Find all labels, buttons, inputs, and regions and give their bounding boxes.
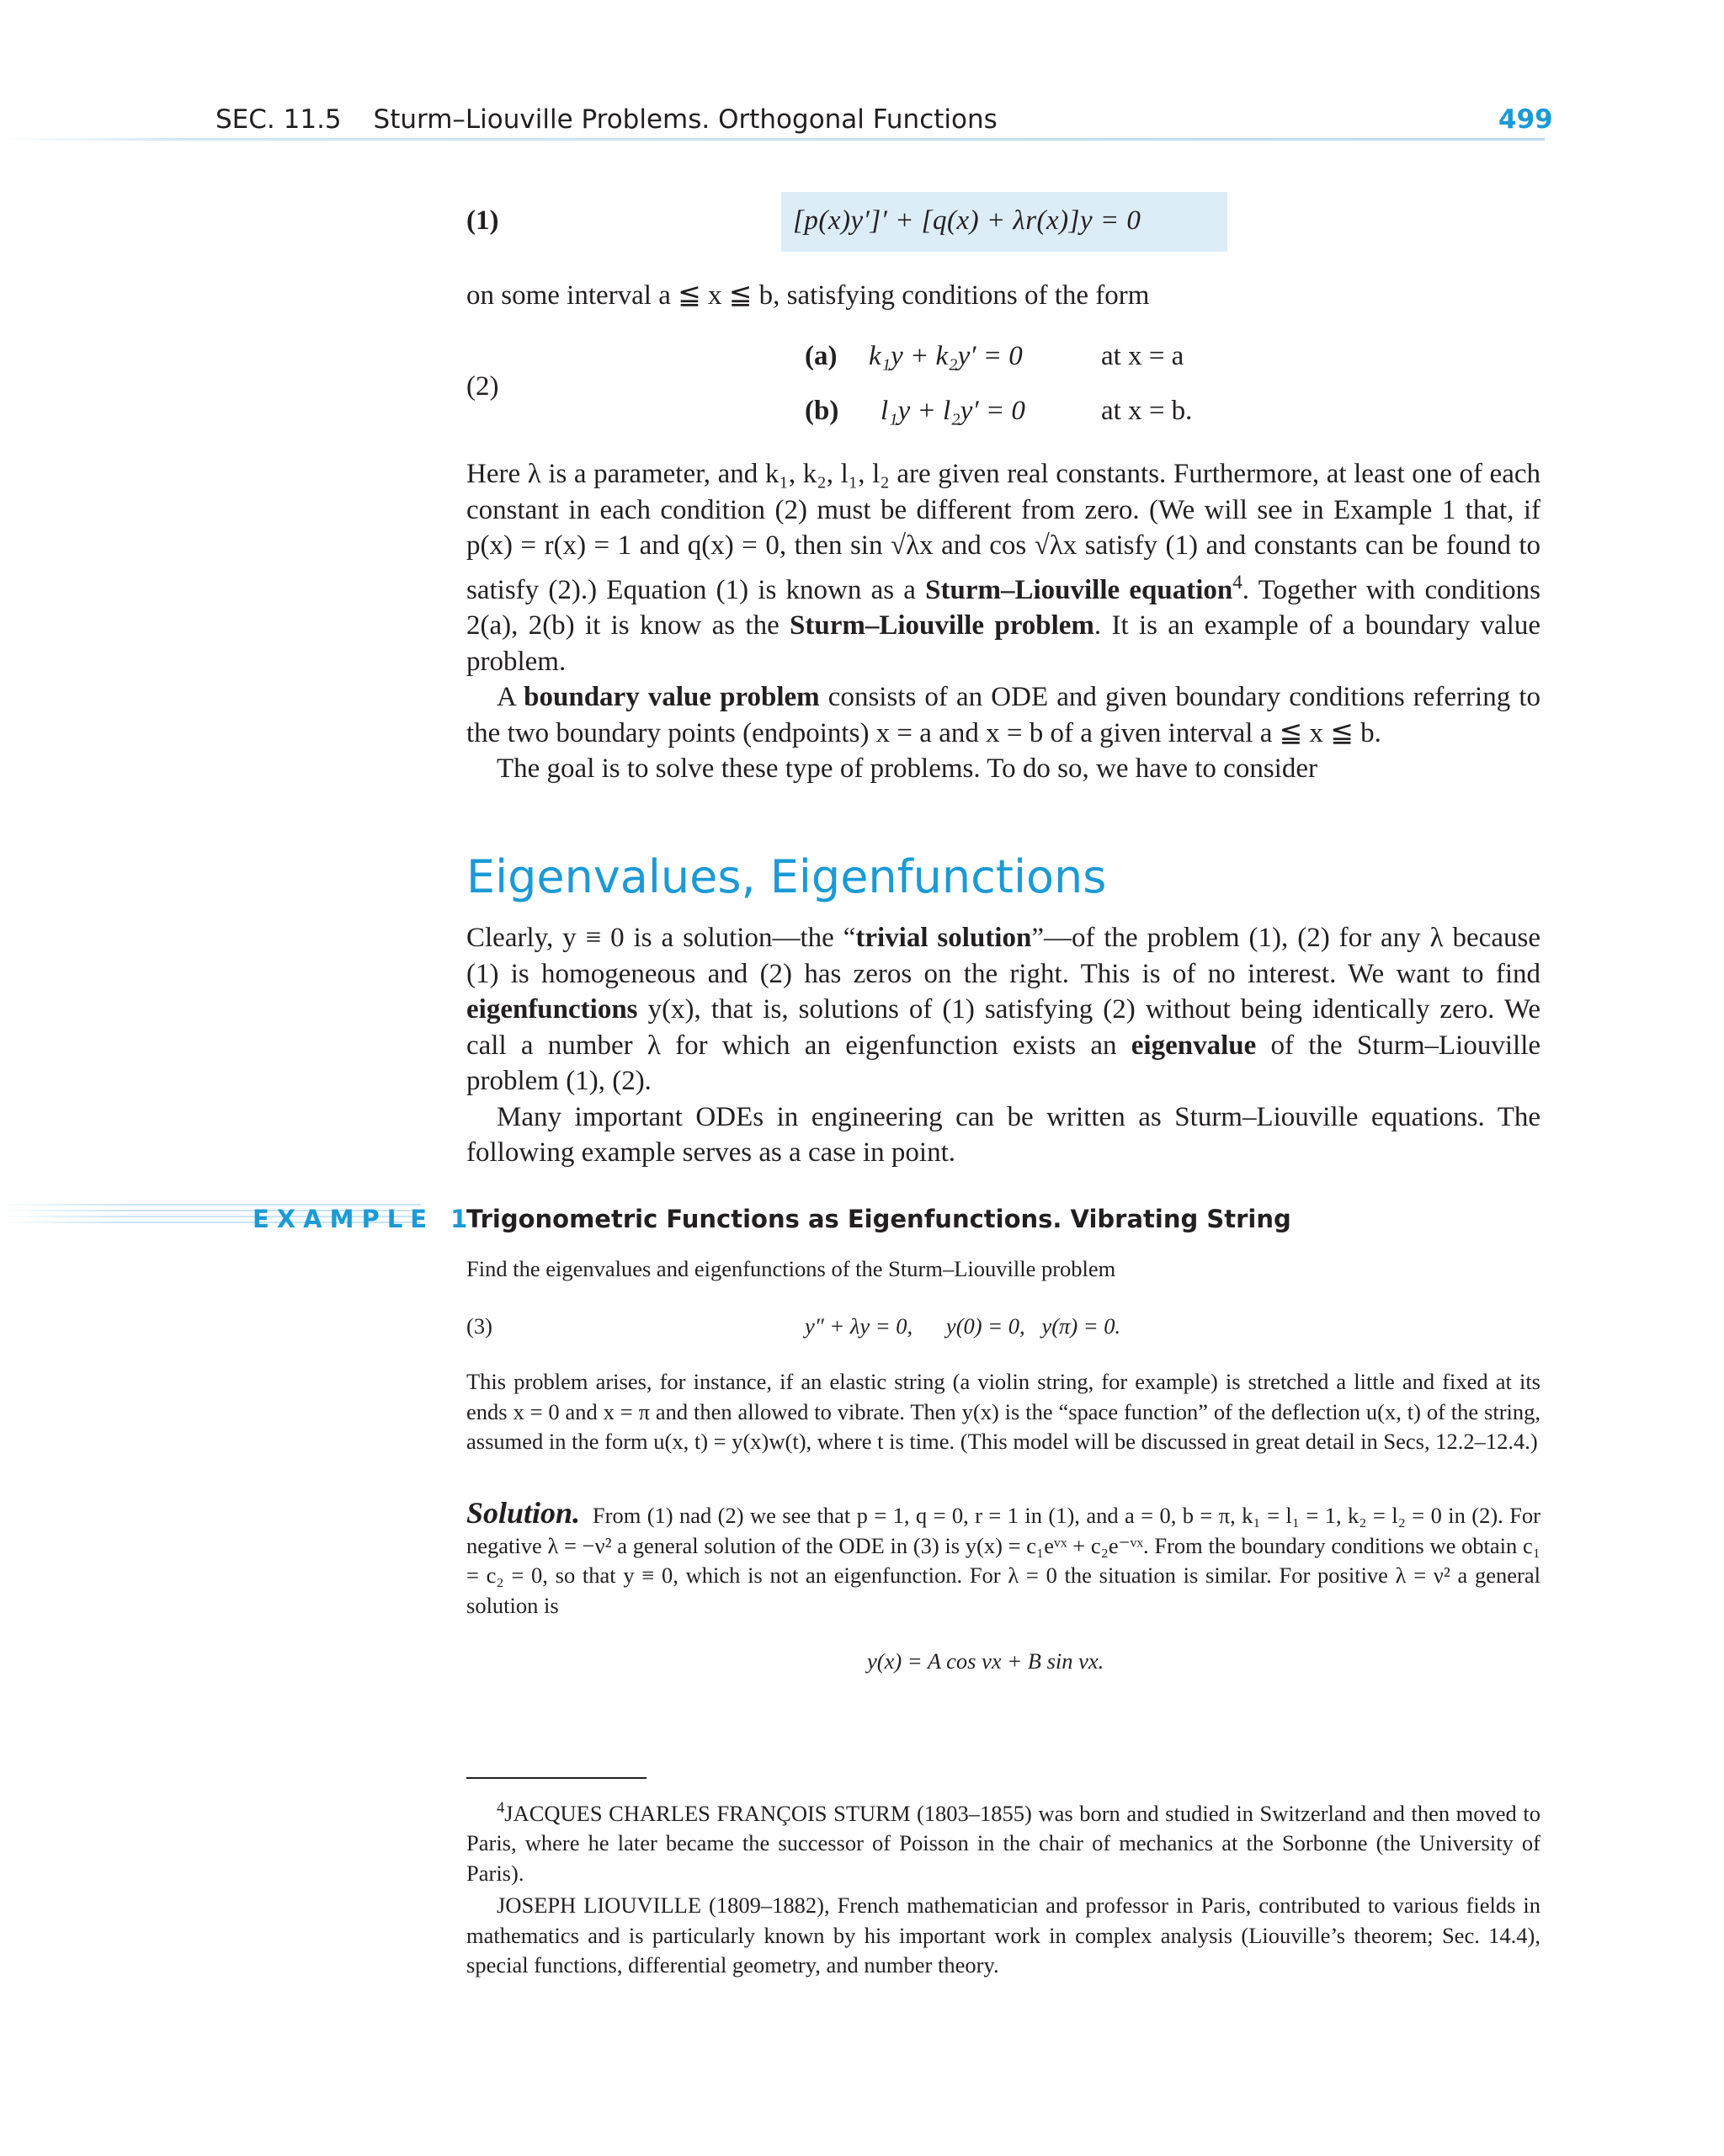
header-rule [0, 138, 1545, 141]
paragraph-odes: Many important ODEs in engineering can be written as Sturm–Liouville equations. The following example serves as a case in point. [466, 1101, 1540, 1168]
footnote-mark: 4 [497, 1799, 505, 1817]
equation-2a: k₁y + k₂y′ = 0 [869, 341, 1023, 371]
paragraph-goal: The goal is to solve these type of problems. To do so, we have to consider [497, 753, 1317, 784]
paragraph-sturm-liouville: Here λ is a parameter, and k₁, k₂, l₁, l₂ are given real constants. Furthermore, at least one of each constant in each condition (2) must be different from zero. (We will see in Example 1 that, if p(x) = r(x) = 1 and q(x) = 0, then sin √λx and cos √λx satisfy (1) and constants can be found to satisfy (2).) Equation (1) is known as a Sturm–Liouville equation$^4$. Together with conditions 2(a), 2(b) it is know as the Sturm–Liouville problem. It is an example of a boundary value problem. [466, 459, 1541, 677]
example-label: EXAMPLE 1 [253, 1205, 476, 1233]
section-heading: Eigenvalues, Eigenfunctions [466, 850, 1107, 903]
equation-3-number: (3) [466, 1313, 492, 1339]
term-sturm-liouville-equation: Sturm–Liouville equation [925, 574, 1233, 605]
paragraph-eigenvalues: Clearly, y ≡ 0 is a solution—the “trivial solution”—of the problem (1), (2) for any λ because (1) is homogeneous and (2) has zeros on the right. This is of no interest. We want to find eigenfunctions y(x), that is, solutions of (1) satisfying (2) without being identically zero. We call a number λ for which an eigenfunction exists an eigenvalue of the Sturm–Liouville problem (1), (2). [466, 923, 1541, 1096]
term-eigenfunctions: eigenfunctions [466, 994, 638, 1025]
solution-text: From (1) nad (2) we see that p = 1, q = 0, r = 1 in (1), and a = 0, b = π, k₁ = l₁ = 1, k₂ = l₂ = 0 in (2). For negative λ = −ν² a general solution of the ODE in (3) is y(x) = c₁eᵛˣ + c₂e⁻ᵛˣ. From the boundary conditions we obtain c₁ = c₂ = 0, so that y ≡ 0, which is not an eigenfunction. For λ = 0 the situation is similar. For positive λ = ν² a general solution is [466, 1503, 1541, 1618]
equation-2-number: (2) [466, 371, 499, 402]
equation-2b: l₁y + l₂y′ = 0 [881, 396, 1025, 426]
equation-2a-label: (a) [805, 341, 838, 371]
equation-1: [p(x)y′]′ + [q(x) + λr(x)]y = 0 [793, 205, 1141, 236]
example-paragraph: This problem arises, for instance, if an elastic string (a violin string, for example) is stretched a little and fixed at its ends x = 0 and x = π and then allowed to vibrate. Then y(x) is the “space function” of the deflection u(x, t) of the string, assumed in the form u(x, t) = y(x)w(t), where t is time. (This model will be discussed in great detail in Secs, 12.2–12.4.) [466, 1369, 1540, 1454]
paragraph-boundary-value-problem: A boundary value problem consists of an ODE and given boundary conditions referring to the two boundary points (endpoints) x = a and x = b of a given interval a ≦ x ≦ b. [466, 682, 1541, 748]
term-trivial-solution: trivial solution [855, 923, 1032, 953]
footnote-sturm: $^4$JACQUES CHARLES FRANÇOIS STURM (1803–1855) was born and studied in Switzerland and then moved to Paris, where he later became the successor of Poisson in the chair of mechanics at the Sorbonne (the University of Paris). [466, 1799, 1540, 1886]
equation-2a-condition: at x = a [1101, 341, 1184, 371]
footnote-liouville: JOSEPH LIOUVILLE (1809–1882), French mathematician and professor in Paris, contributed to various fields in mathematics and is particularly known by his important work in complex analysis (Liouville’s theorem; Sec. 14.4), special functions, differential geometry, and number theory. [466, 1892, 1540, 1978]
example-intro: Find the eigenvalues and eigenfunctions of the Sturm–Liouville problem [466, 1256, 1116, 1281]
running-title: Sturm–Liouville Problems. Orthogonal Functions [373, 104, 998, 135]
footnotes [466, 1793, 1540, 1981]
body-block-2 [466, 920, 1540, 1171]
running-head [216, 104, 998, 135]
body-block-1 [466, 456, 1540, 787]
example-title: Trigonometric Functions as Eigenfunctions. Vibrating String [466, 1205, 1291, 1233]
equation-1-number: (1) [466, 205, 499, 236]
equation-2b-condition: at x = b. [1101, 396, 1193, 426]
footnote-reference: 4 [1232, 570, 1242, 593]
equation-3: y″ + λy = 0, y(0) = 0, y(π) = 0. [805, 1313, 1121, 1339]
section-number: SEC. 11.5 [216, 104, 342, 135]
general-solution-formula: y(x) = A cos νx + B sin νx. [867, 1648, 1104, 1674]
footnote-rule [466, 1777, 646, 1779]
solution-paragraph [466, 1496, 1541, 1621]
term-eigenvalue: eigenvalue [1131, 1030, 1257, 1061]
term-sturm-liouville-problem: Sturm–Liouville problem [790, 610, 1094, 641]
page-number: 499 [1498, 104, 1553, 135]
solution-label: Solution. [466, 1496, 581, 1530]
equation-2b-label: (b) [805, 396, 839, 426]
term-boundary-value-problem: boundary value problem [524, 682, 820, 712]
interval-text: on some interval a ≦ x ≦ b, satisfying conditions of the form [466, 280, 1150, 311]
